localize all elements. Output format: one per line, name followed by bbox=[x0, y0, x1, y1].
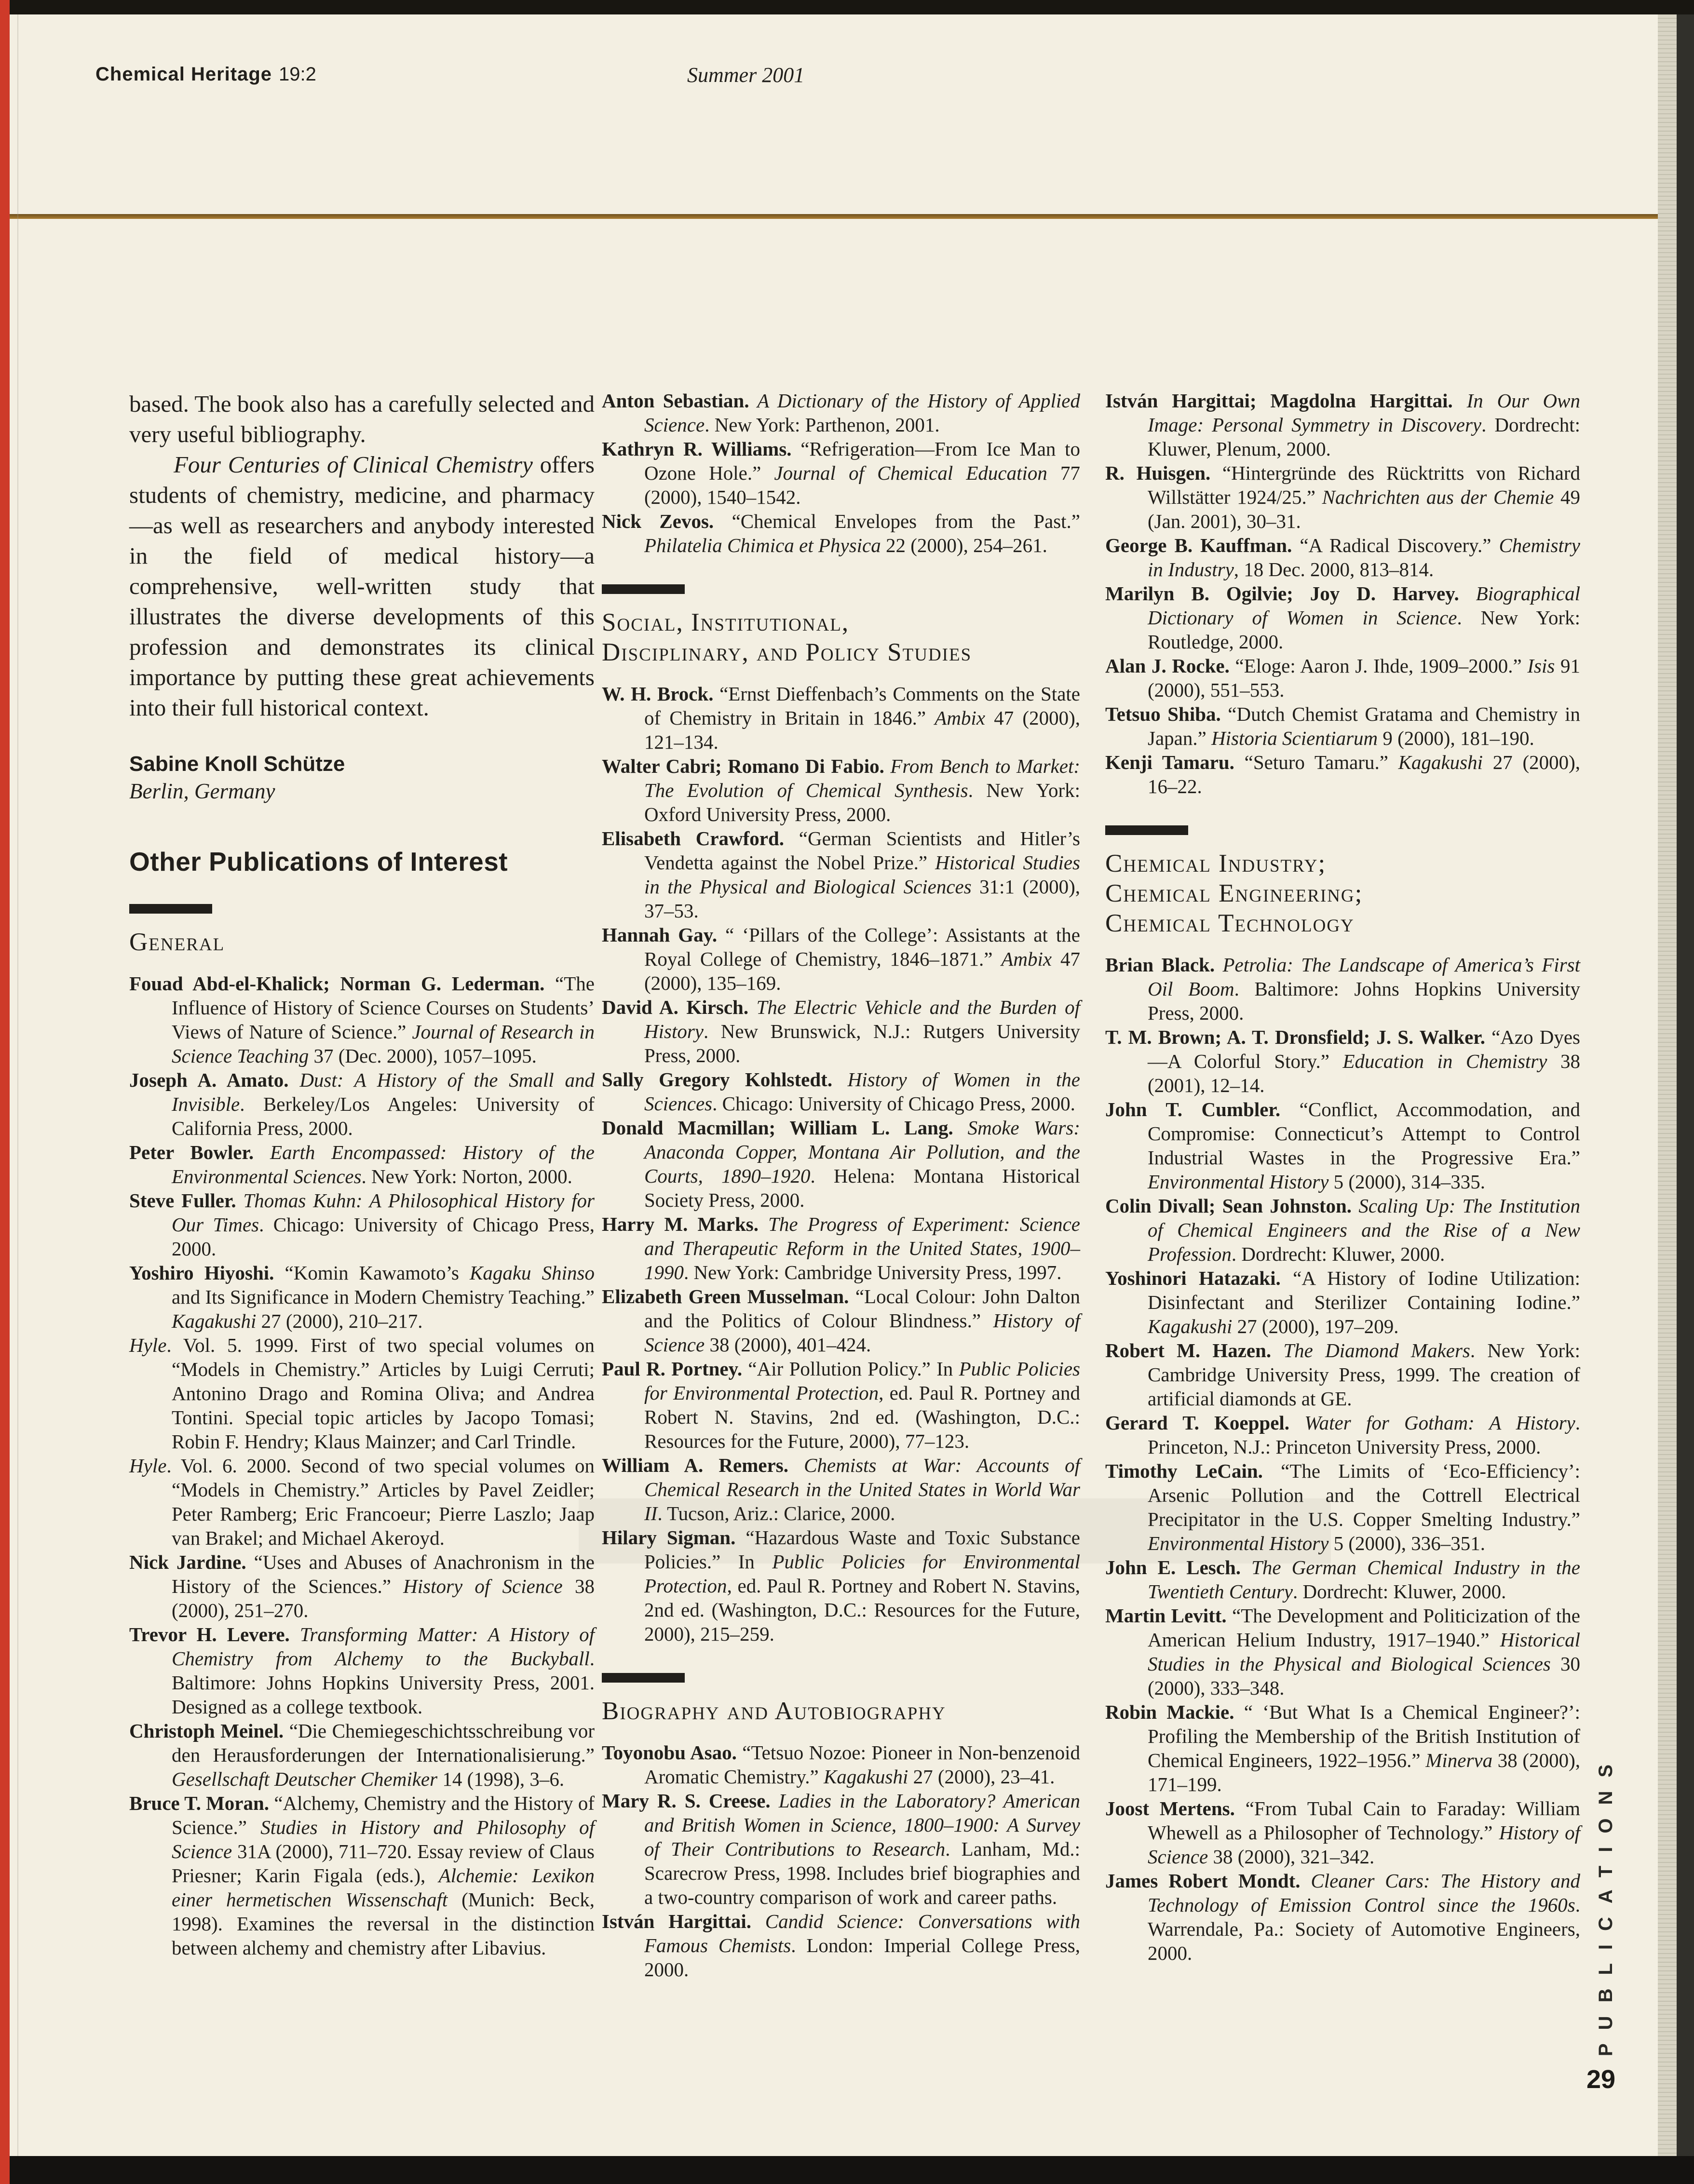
column-right bbox=[1105, 389, 1580, 1965]
entry-author: Marilyn B. Ogilvie; Joy D. Harvey. bbox=[1105, 582, 1459, 605]
entry-text: 47 (2000), 121–134. bbox=[644, 707, 1080, 753]
bib-entry bbox=[602, 1909, 1080, 1982]
entry-text: “Uses and Abuses of Anachronism in the History of the Sciences.” bbox=[172, 1551, 595, 1597]
entry-text: 31A (2000), 711–720. Essay review of Claus Priesner; Karin Figala (eds.), bbox=[172, 1840, 595, 1887]
entry-text: . Helena: Montana Historical Society Press, 2000. bbox=[644, 1165, 1080, 1211]
bib-entry bbox=[602, 1740, 1080, 1789]
entry-author: W. H. Brock. bbox=[602, 683, 714, 705]
bib-entry bbox=[1105, 702, 1580, 750]
bib-entry bbox=[1105, 1194, 1580, 1266]
bib-entry bbox=[129, 1719, 595, 1791]
entry-text: “ ‘Pillars of the College’: Assistants at the Royal College of Chemistry, 1846–1871.” bbox=[644, 924, 1080, 970]
entry-title-italic: Petrolia: The Landscape of America’s First Oil Boom bbox=[1148, 954, 1581, 1000]
bib-entry bbox=[602, 923, 1080, 995]
entry-text: “The Influence of History of Science Courses on Students’ Views of Nature of Science.” bbox=[172, 972, 595, 1043]
entry-author: Hilary Sigman. bbox=[602, 1526, 736, 1549]
entry-author: Peter Bowler. bbox=[129, 1141, 254, 1163]
entry-text: “Local Colour: John Dalton and the Politics of Colour Blindness.” bbox=[644, 1285, 1080, 1332]
section-rule bbox=[602, 584, 685, 594]
entry-author: Martin Levitt. bbox=[1105, 1604, 1227, 1627]
page-crease bbox=[17, 14, 19, 2156]
entry-author: Robert M. Hazen. bbox=[1105, 1339, 1272, 1362]
entry-text: . Tucson, Ariz.: Clarice, 2000. bbox=[657, 1502, 895, 1524]
entry-author: John E. Lesch. bbox=[1105, 1556, 1241, 1578]
entry-text: 9 (2000), 181–190. bbox=[1378, 727, 1534, 749]
entry-text: 5 (2000), 336–351. bbox=[1328, 1532, 1485, 1554]
entry-text: . New York: Norton, 2000. bbox=[361, 1165, 572, 1187]
entry-author: Harry M. Marks. bbox=[602, 1213, 759, 1235]
entry-text: “Dutch Chemist Gratama and Chemistry in Japan.” bbox=[1148, 703, 1580, 749]
bib-entry bbox=[129, 1140, 595, 1188]
section-heading: Biography and Autobiography bbox=[602, 1697, 946, 1725]
entry-title-italic: Gesellschaft Deutscher Chemiker bbox=[172, 1768, 438, 1790]
entry-text: and Its Significance in Modern Chemistry Teaching.” bbox=[172, 1286, 595, 1308]
bibliography-sections bbox=[129, 904, 595, 1960]
entry-text: “Air Pollution Policy.” In bbox=[742, 1358, 959, 1380]
entry-author: Robin Mackie. bbox=[1105, 1701, 1234, 1723]
entry-title-italic: Earth Encompassed: History of the Environmental Sciences bbox=[172, 1141, 595, 1187]
column-left bbox=[129, 389, 595, 1960]
entry-author: Kathryn R. Williams. bbox=[602, 438, 792, 460]
entry-title-italic: History of Science bbox=[644, 1309, 1080, 1356]
bib-entry bbox=[602, 1284, 1080, 1357]
review-paragraph: based. The book also has a carefully selected and very useful bibliography. bbox=[129, 391, 595, 447]
entry-author: David A. Kirsch. bbox=[602, 996, 749, 1018]
entry-title-italic: History of Women in the Sciences bbox=[644, 1068, 1080, 1115]
entry-text: . New York: Cambridge University Press, 1999. The creation of artificial diamonds at GE. bbox=[1148, 1339, 1580, 1410]
entry-author: Bruce T. Moran. bbox=[129, 1792, 270, 1814]
bib-entry bbox=[602, 509, 1080, 557]
entry-text: “Hintergründe des Rücktritts von Richard Willstätter 1924/25.” bbox=[1148, 462, 1580, 508]
entry-author: Joost Mertens. bbox=[1105, 1797, 1235, 1820]
section-rule bbox=[129, 904, 212, 914]
entry-text: 27 (2000), 16–22. bbox=[1148, 751, 1581, 797]
entry-title-italic: Cleaner Cars: The History and Technology of Emission Control since the 1960s bbox=[1148, 1870, 1581, 1916]
bib-entry bbox=[602, 1453, 1080, 1525]
entry-author: Joseph A. Amato. bbox=[129, 1069, 289, 1091]
binding-red-stripe bbox=[0, 0, 10, 2184]
page-right-edge bbox=[1677, 0, 1694, 2184]
bib-entry bbox=[602, 1212, 1080, 1284]
entry-text: . Dordrecht: Kluwer, 2000. bbox=[1293, 1580, 1506, 1603]
entry-title-italic: Scaling Up: The Institution of Chemical Engineers and the Rise of a New Profession bbox=[1148, 1195, 1581, 1265]
entry-text: “Hazardous Waste and Toxic Substance Policies.” In bbox=[644, 1526, 1080, 1573]
entry-text: “Seturo Tamaru.” bbox=[1234, 751, 1398, 773]
entry-title-italic: Kagakushi bbox=[823, 1766, 908, 1788]
bib-entry bbox=[602, 437, 1080, 509]
entry-text: 38 (2000), 321–342. bbox=[1208, 1846, 1375, 1868]
entry-title-italic: Public Policies for Environmental Protection bbox=[644, 1358, 1080, 1404]
bib-entry bbox=[129, 1333, 595, 1454]
entry-text: 47 (2000), 135–169. bbox=[644, 948, 1081, 994]
entry-text: 37 (Dec. 2000), 1057–1095. bbox=[309, 1045, 537, 1067]
bib-entry bbox=[1105, 654, 1580, 702]
entry-text: . Dordrecht: Kluwer, 2000. bbox=[1231, 1243, 1445, 1265]
entry-author: Trevor H. Levere. bbox=[129, 1623, 290, 1645]
entry-author: James Robert Mondt. bbox=[1105, 1870, 1301, 1892]
page-bottom-edge bbox=[0, 2156, 1694, 2184]
review-byline bbox=[129, 751, 595, 805]
entry-text: 27 (2000), 197–209. bbox=[1232, 1315, 1399, 1337]
reviewer-name: Sabine Knoll Schütze bbox=[129, 752, 345, 776]
entry-text: . Chicago: University of Chicago Press, 2000. bbox=[172, 1213, 595, 1260]
bib-entry bbox=[1105, 1025, 1580, 1097]
review-text: offers students of chemistry, medicine, and pharmacy—as well as researchers and anybody interested in the field of medical history—a comprehensive, well-written study that illustrates the diverse developments of this profession and demonstrates its clinical importance by putting these great achievements into their full historical context. bbox=[129, 451, 595, 721]
entry-text: . Warrendale, Pa.: Society of Automotive Engineers, 2000. bbox=[1148, 1894, 1580, 1964]
entry-title-italic: Public Policies for Environmental Protection bbox=[644, 1550, 1080, 1597]
section-heading: General bbox=[129, 928, 225, 956]
bib-entry bbox=[602, 1357, 1080, 1453]
entry-text: . Baltimore: Johns Hopkins University Press, 2001. Designed as a college textbook. bbox=[172, 1647, 595, 1718]
stacked-pages-edge bbox=[1658, 14, 1677, 2156]
entry-author: T. M. Brown; A. T. Dronsfield; J. S. Walker. bbox=[1105, 1026, 1485, 1048]
entry-text: . Lanham, Md.: Scarecrow Press, 1998. Includes brief biographies and a two-country comparison of work and career paths. bbox=[644, 1838, 1080, 1908]
review-paragraph bbox=[129, 449, 595, 723]
bib-entry bbox=[1105, 533, 1580, 581]
entry-title-italic: From Bench to Market: The Evolution of Chemical Synthesis bbox=[644, 755, 1080, 801]
entry-title-italic: Kagakushi bbox=[172, 1310, 257, 1332]
entry-text: “A History of Iodine Utilization: Disinfectant and Sterilizer Containing Iodine.” bbox=[1148, 1267, 1580, 1313]
entry-title-italic: In Our Own Image: Personal Symmetry in Discovery bbox=[1148, 390, 1580, 436]
bib-entry bbox=[129, 1261, 595, 1333]
entry-author: Kenji Tamaru. bbox=[1105, 751, 1234, 773]
entry-text: 38 (2000), 401–424. bbox=[705, 1334, 871, 1356]
entry-title-italic: Biographical Dictionary of Women in Science bbox=[1148, 582, 1580, 629]
section-head bbox=[602, 1673, 1080, 1726]
bib-entry bbox=[129, 1622, 595, 1719]
entry-author: George B. Kauffman. bbox=[1105, 534, 1292, 556]
entry-title-italic: Environmental History bbox=[1148, 1171, 1329, 1193]
bib-entry bbox=[602, 754, 1080, 826]
entry-title-italic: Kagakushi bbox=[1148, 1315, 1233, 1337]
entry-text: 5 (2000), 314–335. bbox=[1328, 1171, 1485, 1193]
entry-text: “From Tubal Cain to Faraday: William Whewell as a Philosopher of Technology.” bbox=[1148, 1797, 1581, 1844]
section-tab-vertical: PUBLICATIONS bbox=[1595, 1751, 1616, 2056]
entry-text: 77 (2000), 1540–1542. bbox=[644, 462, 1080, 508]
bib-entry bbox=[602, 1116, 1080, 1212]
bib-entry bbox=[129, 1550, 595, 1622]
column-middle bbox=[602, 389, 1080, 1982]
section-heading: Chemical Technology bbox=[1105, 909, 1355, 937]
entry-title-italic: Isis bbox=[1527, 655, 1555, 677]
entry-text: 49 (Jan. 2001), 30–31. bbox=[1148, 486, 1580, 532]
entry-text: . New York: Parthenon, 2001. bbox=[705, 414, 940, 436]
entry-text: . London: Imperial College Press, 2000. bbox=[644, 1934, 1080, 1981]
entry-author: William A. Remers. bbox=[602, 1454, 788, 1476]
bib-entry bbox=[602, 826, 1080, 923]
entry-author: Yoshiro Hiyoshi. bbox=[129, 1262, 274, 1284]
entry-title-italic: Hyle bbox=[129, 1455, 167, 1477]
entry-author: John T. Cumbler. bbox=[1105, 1098, 1281, 1120]
bib-entry bbox=[129, 971, 595, 1068]
entry-text: 38 (2001), 12–14. bbox=[1148, 1050, 1580, 1096]
entry-text: . Dordrecht: Kluwer, Plenum, 2000. bbox=[1148, 414, 1580, 460]
bib-entry bbox=[1105, 461, 1580, 533]
section-heading: Social, Institutional, bbox=[602, 608, 850, 636]
entry-author: Colin Divall; Sean Johnston. bbox=[1105, 1195, 1352, 1217]
bib-entry bbox=[602, 1789, 1080, 1909]
entry-title-italic: Environmental History bbox=[1148, 1532, 1329, 1554]
page-top-edge bbox=[0, 0, 1694, 14]
entry-text: “A Radical Discovery.” bbox=[1292, 534, 1499, 556]
entry-text: , ed. Paul R. Portney and Robert N. Stavins, 2nd ed. (Washington, D.C.: Resources for the Future, 2000), 77–123. bbox=[644, 1382, 1080, 1452]
entry-text: , 18 Dec. 2000, 813–814. bbox=[1233, 558, 1434, 580]
entry-title-italic: Journal of Chemical Education bbox=[774, 462, 1047, 484]
page-number: 29 bbox=[1586, 2065, 1616, 2094]
bib-entry bbox=[129, 1068, 595, 1140]
entry-title-italic: Thomas Kuhn: A Philosophical History for Our Times bbox=[172, 1189, 595, 1236]
entry-author: Nick Zevos. bbox=[602, 510, 714, 532]
entry-title-italic: The German Chemical Industry in the Twentieth Century bbox=[1148, 1556, 1581, 1603]
section-heading: Chemical Engineering; bbox=[1105, 879, 1363, 907]
entry-text: 38 (2000), 251–270. bbox=[172, 1575, 595, 1621]
entry-text: . Chicago: University of Chicago Press, 2000. bbox=[712, 1092, 1075, 1115]
bib-entry bbox=[1105, 1266, 1580, 1338]
entry-text: 27 (2000), 23–41. bbox=[908, 1766, 1055, 1788]
entry-text: “ ‘But What Is a Chemical Engineer?’: Profiling the Membership of the British Institution of Chemical Engineers, 1922–1956.” bbox=[1148, 1701, 1580, 1771]
entry-author: Yoshinori Hatazaki. bbox=[1105, 1267, 1281, 1289]
entry-text: “Refrigeration—From Ice Man to Ozone Hole.” bbox=[644, 438, 1080, 484]
entry-author: R. Huisgen. bbox=[1105, 462, 1211, 484]
entry-title-italic: Smoke Wars: Anaconda Copper, Montana Air Pollution, and the Courts, 1890–1920 bbox=[644, 1117, 1081, 1187]
bib-entry bbox=[1105, 581, 1580, 654]
entry-title-italic: Journal of Research in Science Teaching bbox=[172, 1021, 595, 1067]
bib-entry bbox=[602, 995, 1080, 1067]
entry-text: “The Limits of ‘Eco-Efficiency’: Arsenic Pollution and the Cottrell Electrical Precipitator in the U.S. Copper Smelting Industry.” bbox=[1148, 1460, 1580, 1530]
page-title: Other Publications of Interest bbox=[129, 847, 508, 876]
entry-title-italic: Chemists at War: Accounts of Chemical Research in the United States in World War II bbox=[644, 1454, 1080, 1524]
entry-text: . Berkeley/Los Angeles: University of California Press, 2000. bbox=[172, 1093, 595, 1139]
bib-entry bbox=[602, 1525, 1080, 1646]
entry-title-italic: Kagakushi bbox=[1398, 751, 1483, 773]
entry-text: . Princeton, N.J.: Princeton University Press, 2000. bbox=[1148, 1412, 1580, 1458]
reviewer-location: Berlin, Germany bbox=[129, 779, 275, 803]
entry-author: Elisabeth Crawford. bbox=[602, 827, 785, 849]
entry-title-italic: History of Science bbox=[1148, 1821, 1580, 1868]
entry-author: István Hargittai. bbox=[602, 1910, 752, 1932]
entry-author: Hannah Gay. bbox=[602, 924, 718, 946]
entry-text: “Eloge: Aaron J. Ihde, 1909–2000.” bbox=[1229, 655, 1528, 677]
entry-text: “Tetsuo Nozoe: Pioneer in Non-benzenoid Aromatic Chemistry.” bbox=[644, 1741, 1080, 1788]
entry-title-italic: Ladies in the Laboratory? American and British Women in Science, 1800–1900: A Survey of Their Contributions to Research bbox=[644, 1790, 1080, 1860]
book-title: Four Centuries of Clinical Chemistry bbox=[174, 451, 533, 478]
entry-author: Donald Macmillan; William L. Lang. bbox=[602, 1117, 953, 1139]
bib-entry bbox=[1105, 1869, 1580, 1965]
section-head bbox=[129, 904, 595, 957]
entry-title-italic: Education in Chemistry bbox=[1342, 1050, 1547, 1072]
entry-author: Fouad Abd-el-Khalick; Norman G. Lederman. bbox=[129, 972, 545, 995]
entry-text: “Komin Kawamoto’s bbox=[274, 1262, 470, 1284]
entry-author: Steve Fuller. bbox=[129, 1189, 236, 1212]
entry-text: “Azo Dyes—A Colorful Story.” bbox=[1148, 1026, 1580, 1072]
entry-text: 27 (2000), 210–217. bbox=[256, 1310, 423, 1332]
gold-rule bbox=[5, 214, 1677, 219]
entry-title-italic: Ambix bbox=[935, 707, 986, 729]
entry-title-italic: The Progress of Experiment: Science and Therapeutic Reform in the United States, 1900–1990 bbox=[644, 1213, 1081, 1283]
entry-title-italic: The Diamond Makers bbox=[1271, 1339, 1470, 1362]
entry-title-italic: History of Science bbox=[403, 1575, 563, 1597]
entry-text: “The Development and Politicization of the American Helium Industry, 1917–1940.” bbox=[1148, 1604, 1581, 1651]
bib-entry bbox=[1105, 953, 1580, 1025]
issue-number: 19:2 bbox=[279, 64, 316, 85]
entry-title-italic: Water for Gotham: A History bbox=[1289, 1412, 1575, 1434]
entry-title-italic: A Dictionary of the History of Applied Science bbox=[644, 390, 1080, 436]
entry-title-italic: Nachrichten aus der Chemie bbox=[1322, 486, 1554, 508]
bib-entry bbox=[1105, 750, 1580, 798]
entry-text: . Vol. 5. 1999. First of two special volumes on “Models in Chemistry.” Articles by Luigi Cerruti; Antonino Drago and Romina Oliva; and Andrea Tontini. Special topic articles by Jacopo Tomasi; Robin F. Hendry; Klaus Mainzer; and Carl Trindle. bbox=[166, 1334, 595, 1453]
entry-author: Sally Gregory Kohlstedt. bbox=[602, 1068, 833, 1091]
bib-entry bbox=[1105, 1604, 1580, 1700]
entry-title-italic: Ambix bbox=[1001, 948, 1052, 970]
entry-text: . Baltimore: Johns Hopkins University Press, 2000. bbox=[1148, 978, 1580, 1024]
entry-text: 22 (2000), 254–261. bbox=[881, 534, 1047, 556]
entry-title-italic: Transforming Matter: A History of Chemistry from Alchemy to the Buckyball bbox=[172, 1623, 595, 1670]
issue-season: Summer 2001 bbox=[687, 63, 805, 87]
bib-entry bbox=[1105, 389, 1580, 461]
bib-entry bbox=[1105, 1338, 1580, 1411]
bib-entry bbox=[1105, 1555, 1580, 1604]
bib-entry bbox=[129, 1188, 595, 1261]
entry-text: “Conflict, Accommodation, and Compromise: Connecticut’s Attempt to Control Industrial Wastes in the Progressive Era.” bbox=[1148, 1098, 1580, 1169]
entry-title-italic: Kagaku Shinso bbox=[470, 1262, 595, 1284]
bib-entry bbox=[602, 389, 1080, 437]
entry-title-italic: Historia Scientiarum bbox=[1211, 727, 1378, 749]
entry-title-italic: Alchemie: Lexikon einer hermetischen Wissenschaft bbox=[172, 1864, 595, 1911]
entry-author: Anton Sebastian. bbox=[602, 390, 749, 412]
entry-title-italic: Philatelia Chimica et Physica bbox=[644, 534, 881, 556]
entry-author: Elizabeth Green Musselman. bbox=[602, 1285, 849, 1308]
entry-text: . New York: Routledge, 2000. bbox=[1148, 607, 1580, 653]
entry-title-italic: Studies in History and Philosophy of Science bbox=[172, 1816, 595, 1862]
entry-text: 14 (1998), 3–6. bbox=[437, 1768, 565, 1790]
section-heading: Disciplinary, and Policy Studies bbox=[602, 638, 972, 666]
bib-entry bbox=[1105, 1411, 1580, 1459]
bib-entry bbox=[129, 1791, 595, 1960]
bib-entry bbox=[1105, 1097, 1580, 1194]
section-rule bbox=[1105, 825, 1188, 835]
entry-text: (Munich: Beck, 1998). Examines the reversal in the distinction between alchemy and chemistry after Libavius. bbox=[172, 1888, 595, 1959]
bib-entry bbox=[602, 682, 1080, 754]
entry-text: 38 (2000), 171–199. bbox=[1148, 1749, 1580, 1795]
entry-title-italic: Historical Studies in the Physical and Biological Sciences bbox=[1148, 1629, 1580, 1675]
entry-text: “Die Chemiegeschichtsschreibung vor den Herausforderungen der Internationalisierung.” bbox=[172, 1720, 595, 1766]
entry-text: “Chemical Envelopes from the Past.” bbox=[714, 510, 1081, 532]
entry-author: Timothy LeCain. bbox=[1105, 1460, 1263, 1482]
entry-author: Christoph Meinel. bbox=[129, 1720, 284, 1742]
entry-author: Toyonobu Asao. bbox=[602, 1741, 737, 1764]
section-head bbox=[1105, 825, 1580, 938]
entry-text: . Vol. 6. 2000. Second of two special volumes on “Models in Chemistry.” Articles by Pavel Zeidler; Peter Ramberg; Eric Francoeur; Pierre Laszlo; Jaap van Brakel; and Michael Akeroyd. bbox=[166, 1455, 595, 1549]
entry-author: Mary R. S. Creese. bbox=[602, 1790, 771, 1812]
section-heading: Chemical Industry; bbox=[1105, 849, 1327, 877]
entry-author: Gerard T. Koeppel. bbox=[1105, 1412, 1290, 1434]
entry-text: . New York: Oxford University Press, 2000. bbox=[644, 779, 1081, 825]
entry-title-italic: Candid Science: Conversations with Famous Chemists bbox=[644, 1910, 1081, 1956]
entry-title-italic: The Electric Vehicle and the Burden of History bbox=[644, 996, 1080, 1042]
bib-entry bbox=[602, 1067, 1080, 1116]
entry-text: “Alchemy, Chemistry and the History of Science.” bbox=[172, 1792, 595, 1838]
entry-text: , ed. Paul R. Portney and Robert N. Stavins, 2nd ed. (Washington, D.C.: Resources for the Future, 2000), 215–259. bbox=[644, 1575, 1080, 1645]
entry-text: 91 (2000), 551–553. bbox=[1148, 655, 1580, 701]
bib-entry bbox=[1105, 1796, 1580, 1869]
entry-author: Nick Jardine. bbox=[129, 1551, 246, 1573]
entry-title-italic: Chemistry in Industry bbox=[1148, 534, 1580, 580]
entry-title-italic: Minerva bbox=[1425, 1749, 1493, 1771]
section-rule bbox=[602, 1673, 685, 1683]
bib-entry bbox=[1105, 1700, 1580, 1796]
entry-text: 30 (2000), 333–348. bbox=[1148, 1653, 1580, 1699]
bib-entry bbox=[129, 1454, 595, 1550]
entry-author: Alan J. Rocke. bbox=[1105, 655, 1230, 677]
entry-title-italic: Hyle bbox=[129, 1334, 167, 1356]
entry-text: 31:1 (2000), 37–53. bbox=[644, 876, 1080, 922]
section-head bbox=[602, 584, 1080, 667]
entry-text: . New York: Cambridge University Press, 1997. bbox=[684, 1261, 1062, 1283]
entry-title-italic: Dust: A History of the Small and Invisible bbox=[172, 1069, 595, 1115]
entry-author: Walter Cabri; Romano Di Fabio. bbox=[602, 755, 884, 777]
entry-text: . New Brunswick, N.J.: Rutgers University Press, 2000. bbox=[644, 1020, 1080, 1066]
magazine-title: Chemical Heritage bbox=[95, 64, 272, 85]
entry-author: Paul R. Portney. bbox=[602, 1358, 743, 1380]
entry-author: Tetsuo Shiba. bbox=[1105, 703, 1221, 725]
bib-entry bbox=[1105, 1459, 1580, 1555]
entry-author: István Hargittai; Magdolna Hargittai. bbox=[1105, 390, 1453, 412]
entry-title-italic: Historical Studies in the Physical and Biological Sciences bbox=[644, 851, 1080, 898]
running-head bbox=[95, 64, 316, 85]
entry-text: “Ernst Dieffenbach’s Comments on the State of Chemistry in Britain in 1846.” bbox=[644, 683, 1080, 729]
entry-text: “German Scientists and Hitler’s Vendetta against the Nobel Prize.” bbox=[644, 827, 1080, 874]
entry-author: Brian Black. bbox=[1105, 954, 1215, 976]
